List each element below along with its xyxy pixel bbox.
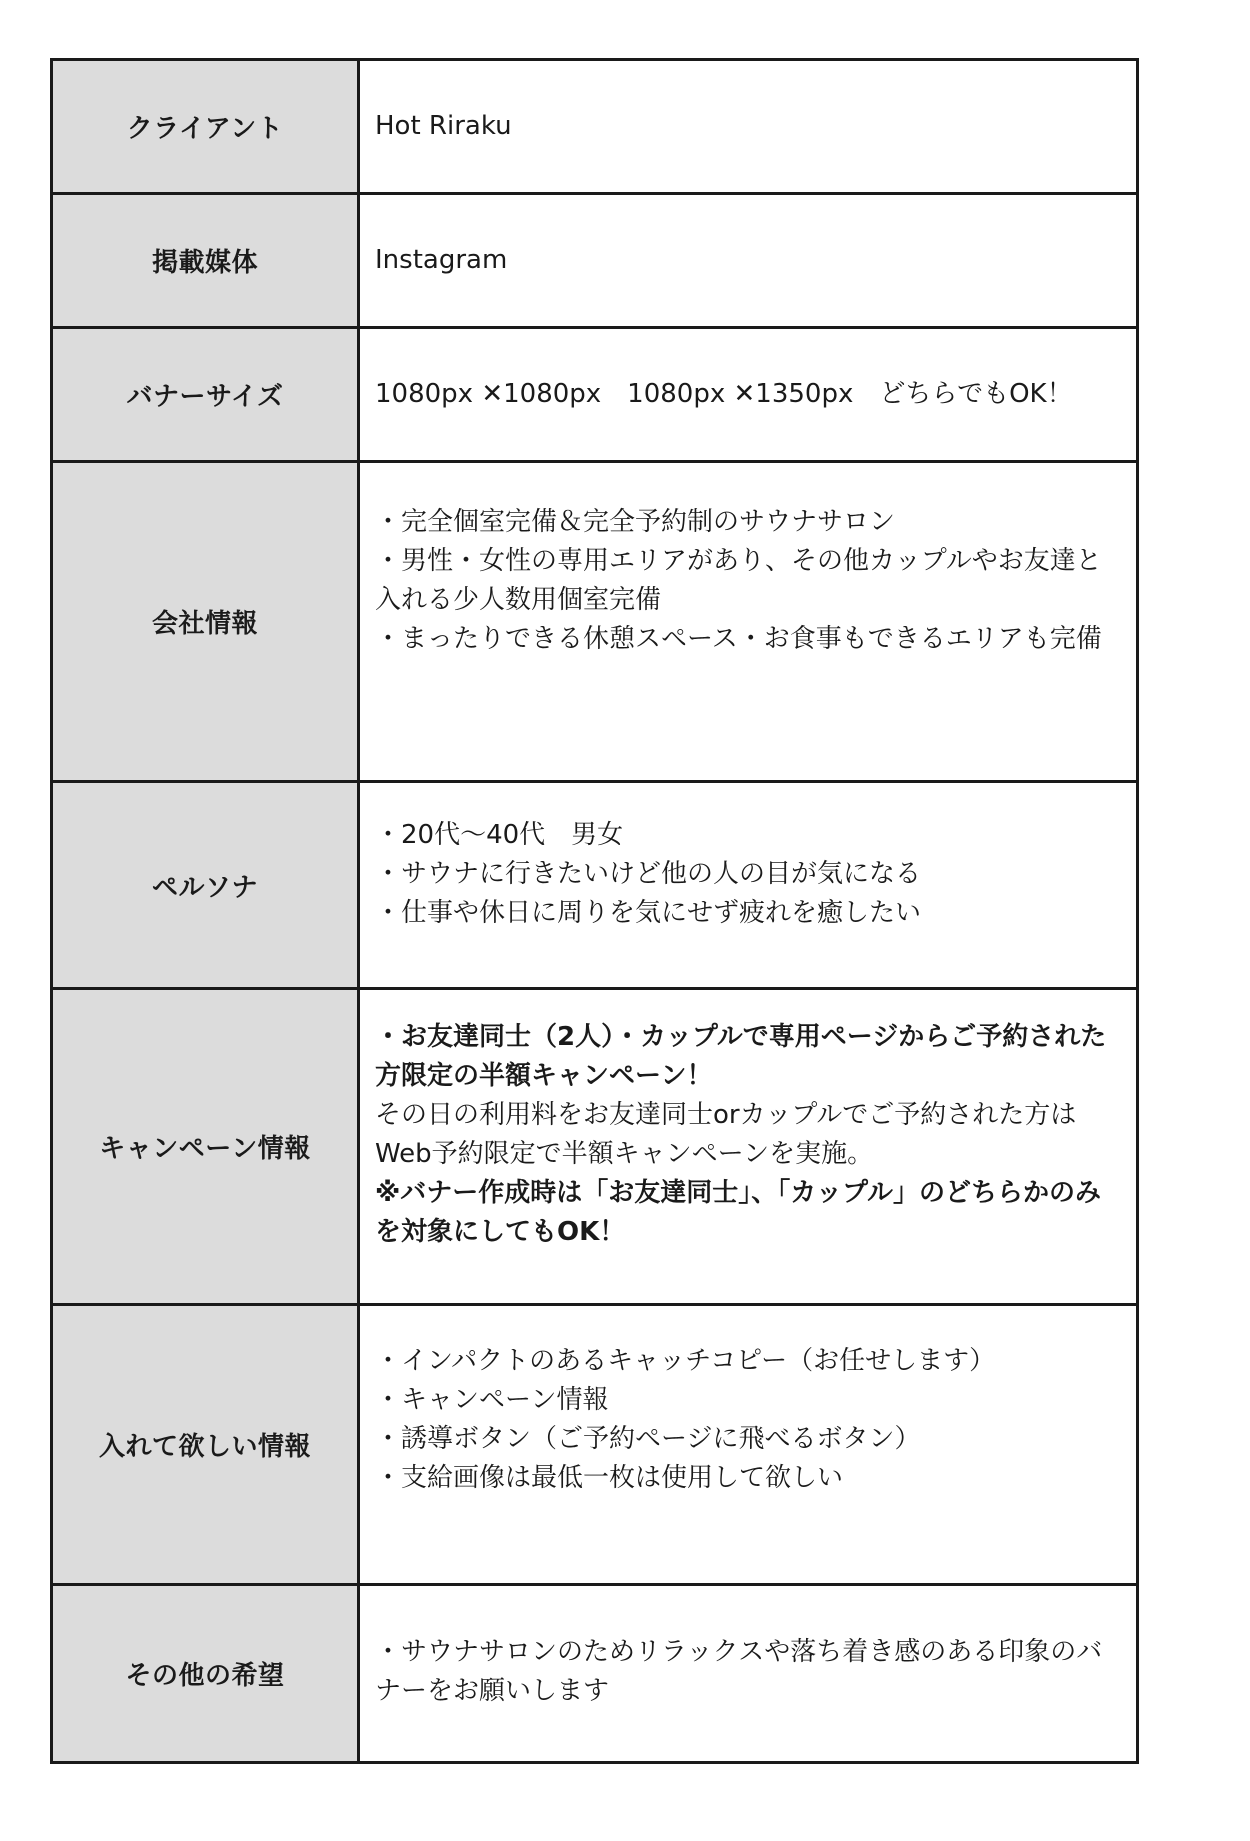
row-other-requests xyxy=(52,1585,1138,1763)
campaign-detail: その日の利用料をお友達同士orカップルでご予約された方はWeb予約限定で半額キャンペーンを実施。 xyxy=(375,1100,1077,1169)
required-info-line: ・インパクトのあるキャッチコピー（お任せします） xyxy=(375,1346,996,1376)
value-banner-size xyxy=(359,328,1138,462)
other-requests-line: ・サウナサロンのためリラックスや落ち着き感のある印象のバナーをお願いします xyxy=(375,1637,1103,1706)
row-persona xyxy=(52,782,1138,989)
company-info-line: ・男性・女性の専用エリアがあり、その他カップルやお友達と入れる少人数用個室完備 xyxy=(375,546,1102,615)
row-campaign-info xyxy=(52,989,1138,1305)
company-info-line: ・まったりできる休憩スペース・お食事もできるエリアも完備 xyxy=(375,624,1102,654)
client-name: Hot Riraku xyxy=(375,111,512,141)
required-info-line: ・支給画像は最低一枚は使用して欲しい xyxy=(375,1463,844,1493)
label-banner-size: バナーサイズ xyxy=(52,328,359,462)
required-info-line: ・誘導ボタン（ご予約ページに飛べるボタン） xyxy=(375,1424,921,1454)
banner-brief-table xyxy=(50,58,1139,1764)
value-company-info xyxy=(359,462,1138,782)
persona-line: ・仕事や休日に周りを気にせず疲れを癒したい xyxy=(375,898,922,928)
row-banner-size xyxy=(52,328,1138,462)
campaign-note: ※バナー作成時は「お友達同士」、「カップル」のどちらかのみを対象にしてもOK！ xyxy=(375,1178,1101,1247)
row-client xyxy=(52,60,1138,194)
label-other-requests: その他の希望 xyxy=(52,1585,359,1763)
value-persona xyxy=(359,782,1138,989)
label-client: クライアント xyxy=(52,60,359,194)
value-campaign-info xyxy=(359,989,1138,1305)
value-media xyxy=(359,194,1138,328)
campaign-headline: ・お友達同士（2人）・カップルで専用ページからご予約された方限定の半額キャンペーン！ xyxy=(375,1022,1107,1091)
company-info-line: ・完全個室完備＆完全予約制のサウナサロン xyxy=(375,507,896,537)
row-company-info xyxy=(52,462,1138,782)
label-campaign-info: キャンペーン情報 xyxy=(52,989,359,1305)
value-client xyxy=(359,60,1138,194)
required-info-line: ・キャンペーン情報 xyxy=(375,1385,609,1415)
label-required-info: 入れて欲しい情報 xyxy=(52,1305,359,1585)
row-required-info xyxy=(52,1305,1138,1585)
persona-line: ・サウナに行きたいけど他の人の目が気になる xyxy=(375,859,922,889)
row-media xyxy=(52,194,1138,328)
banner-size-text: 1080px ✕1080px 1080px ✕1350px どちらでもOK！ xyxy=(375,379,1073,409)
label-company-info: 会社情報 xyxy=(52,462,359,782)
media-name: Instagram xyxy=(375,245,508,275)
value-required-info xyxy=(359,1305,1138,1585)
label-media: 掲載媒体 xyxy=(52,194,359,328)
persona-line: ・20代〜40代 男女 xyxy=(375,820,624,850)
value-other-requests xyxy=(359,1585,1138,1763)
label-persona: ペルソナ xyxy=(52,782,359,989)
